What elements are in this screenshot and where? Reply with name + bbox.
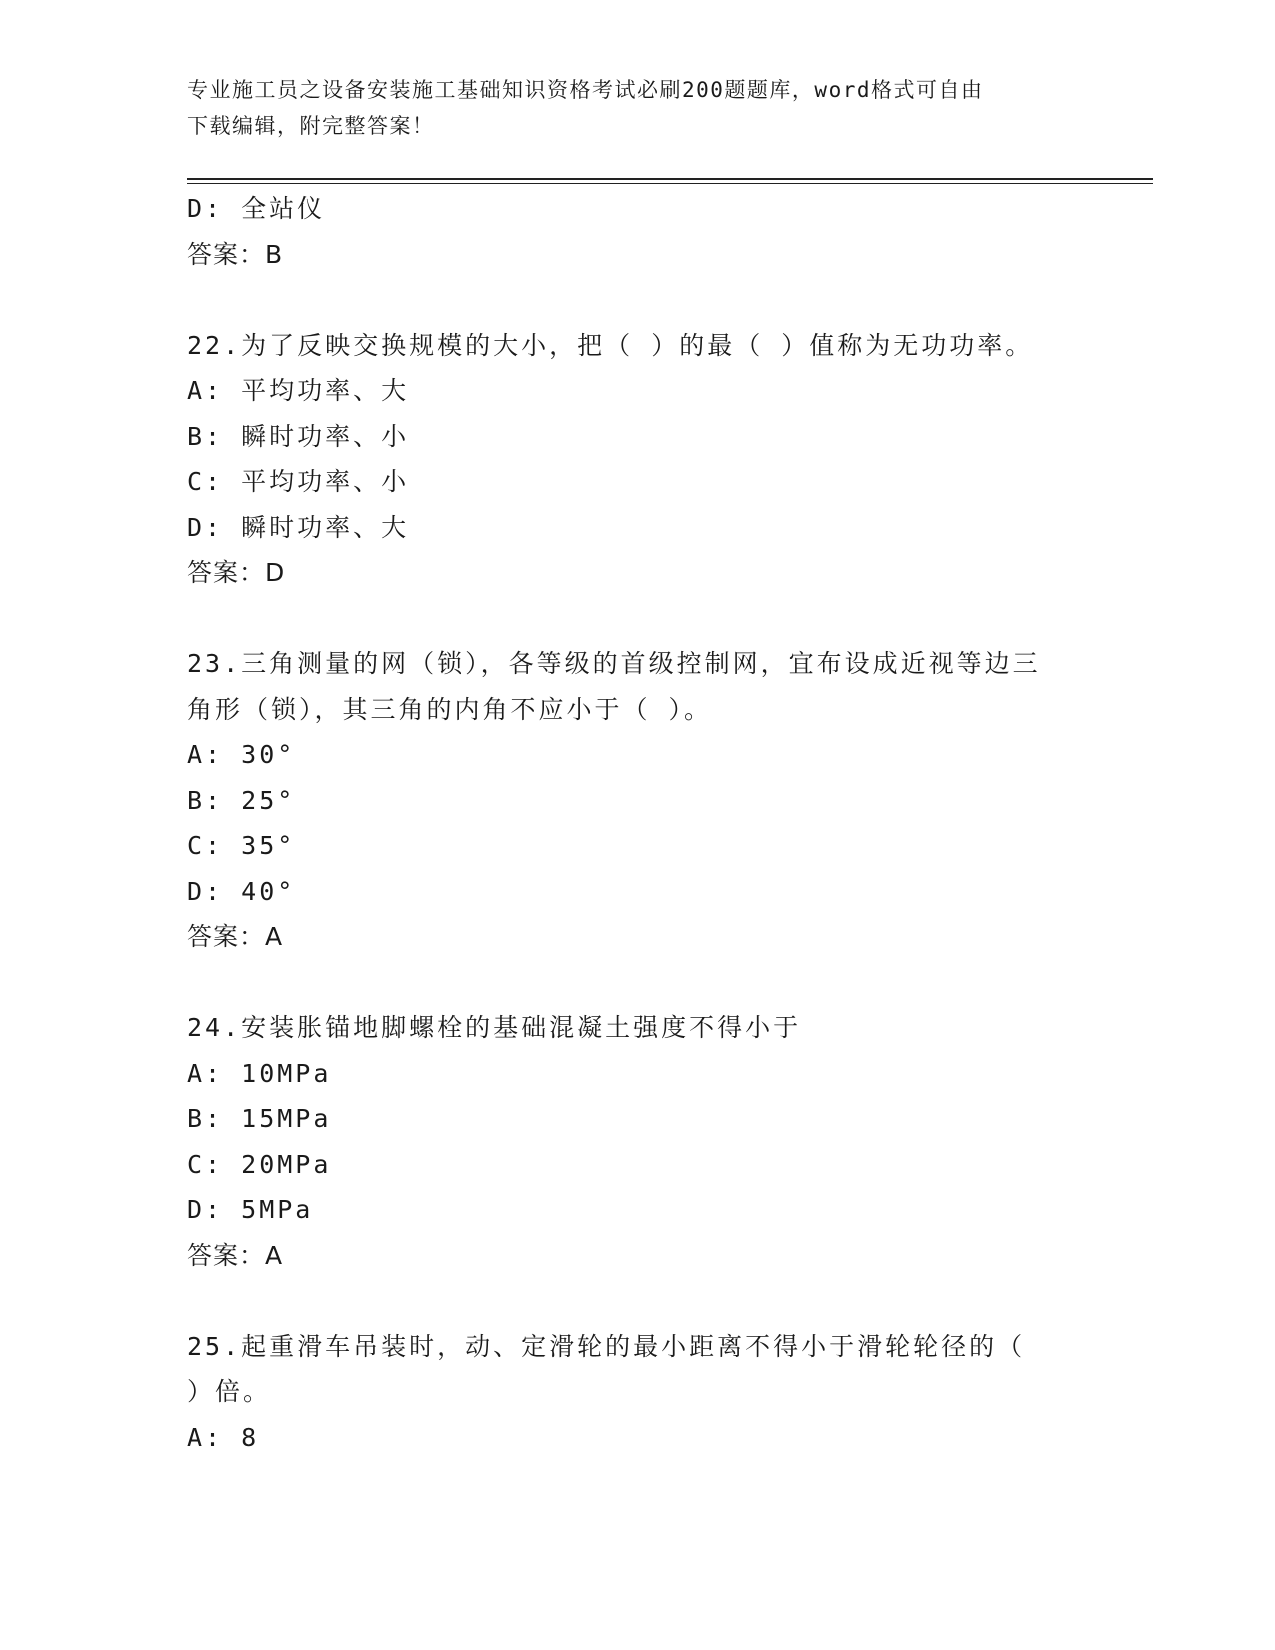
question-text: 22.为了反映交换规模的大小，把（ ）的最（ ）值称为无功功率。 [187, 330, 1034, 360]
question-24 [187, 1005, 1087, 1278]
option-d: D: 瞬时功率、大 [187, 512, 410, 542]
option-a: A: 平均功率、大 [187, 376, 410, 405]
option-c: C: 平均功率、小 [187, 467, 410, 496]
question-list [187, 186, 1087, 1460]
header-title-line-1: 专业施工员之设备安装施工基础知识资格考试必刷200题题库，word格式可自由 [187, 78, 984, 102]
question-25 [187, 1324, 1087, 1461]
option-a: A: 10MPa [187, 1058, 332, 1088]
spacer [187, 596, 1087, 642]
option-a: A: 30° [187, 740, 296, 769]
option-d: D: 5MPa [187, 1195, 314, 1224]
answer-line: 答案：D [187, 558, 286, 587]
option-d: D: 40° [187, 876, 296, 906]
option-c: C: 35° [187, 831, 296, 860]
header-divider-thin [187, 183, 1153, 184]
question-text-line-2: 角形（锁），其三角的内角不应小于（ ）。 [187, 694, 713, 724]
question-22 [187, 323, 1087, 596]
option-d: D: 全站仪 [187, 194, 326, 223]
option-b: B: 25° [187, 785, 296, 815]
question-text: 24.安装胀锚地脚螺栓的基础混凝土强度不得小于 [187, 1013, 802, 1042]
spacer [187, 277, 1087, 323]
answer-line: 答案：A [187, 922, 284, 951]
question-text-line-1: 23.三角测量的网（锁），各等级的首级控制网，宜布设成近视等边三 [187, 649, 1041, 678]
header-divider-thick [187, 178, 1153, 180]
answer-line: 答案：B [187, 239, 284, 269]
spacer [187, 1278, 1087, 1324]
question-21-tail [187, 186, 1087, 277]
option-c: C: 20MPa [187, 1149, 332, 1179]
option-a: A: 8 [187, 1422, 260, 1452]
answer-line: 答案：A [187, 1240, 284, 1270]
header-title-line-2: 下载编辑，附完整答案！ [187, 114, 435, 138]
option-b: B: 瞬时功率、小 [187, 421, 410, 451]
option-b: B: 15MPa [187, 1104, 332, 1133]
document-header [187, 72, 1067, 144]
question-text-line-1: 25.起重滑车吊装时，动、定滑轮的最小距离不得小于滑轮轮径的（ [187, 1331, 1026, 1361]
question-23 [187, 641, 1087, 960]
question-text-line-2: ）倍。 [187, 1377, 272, 1406]
spacer [187, 960, 1087, 1006]
